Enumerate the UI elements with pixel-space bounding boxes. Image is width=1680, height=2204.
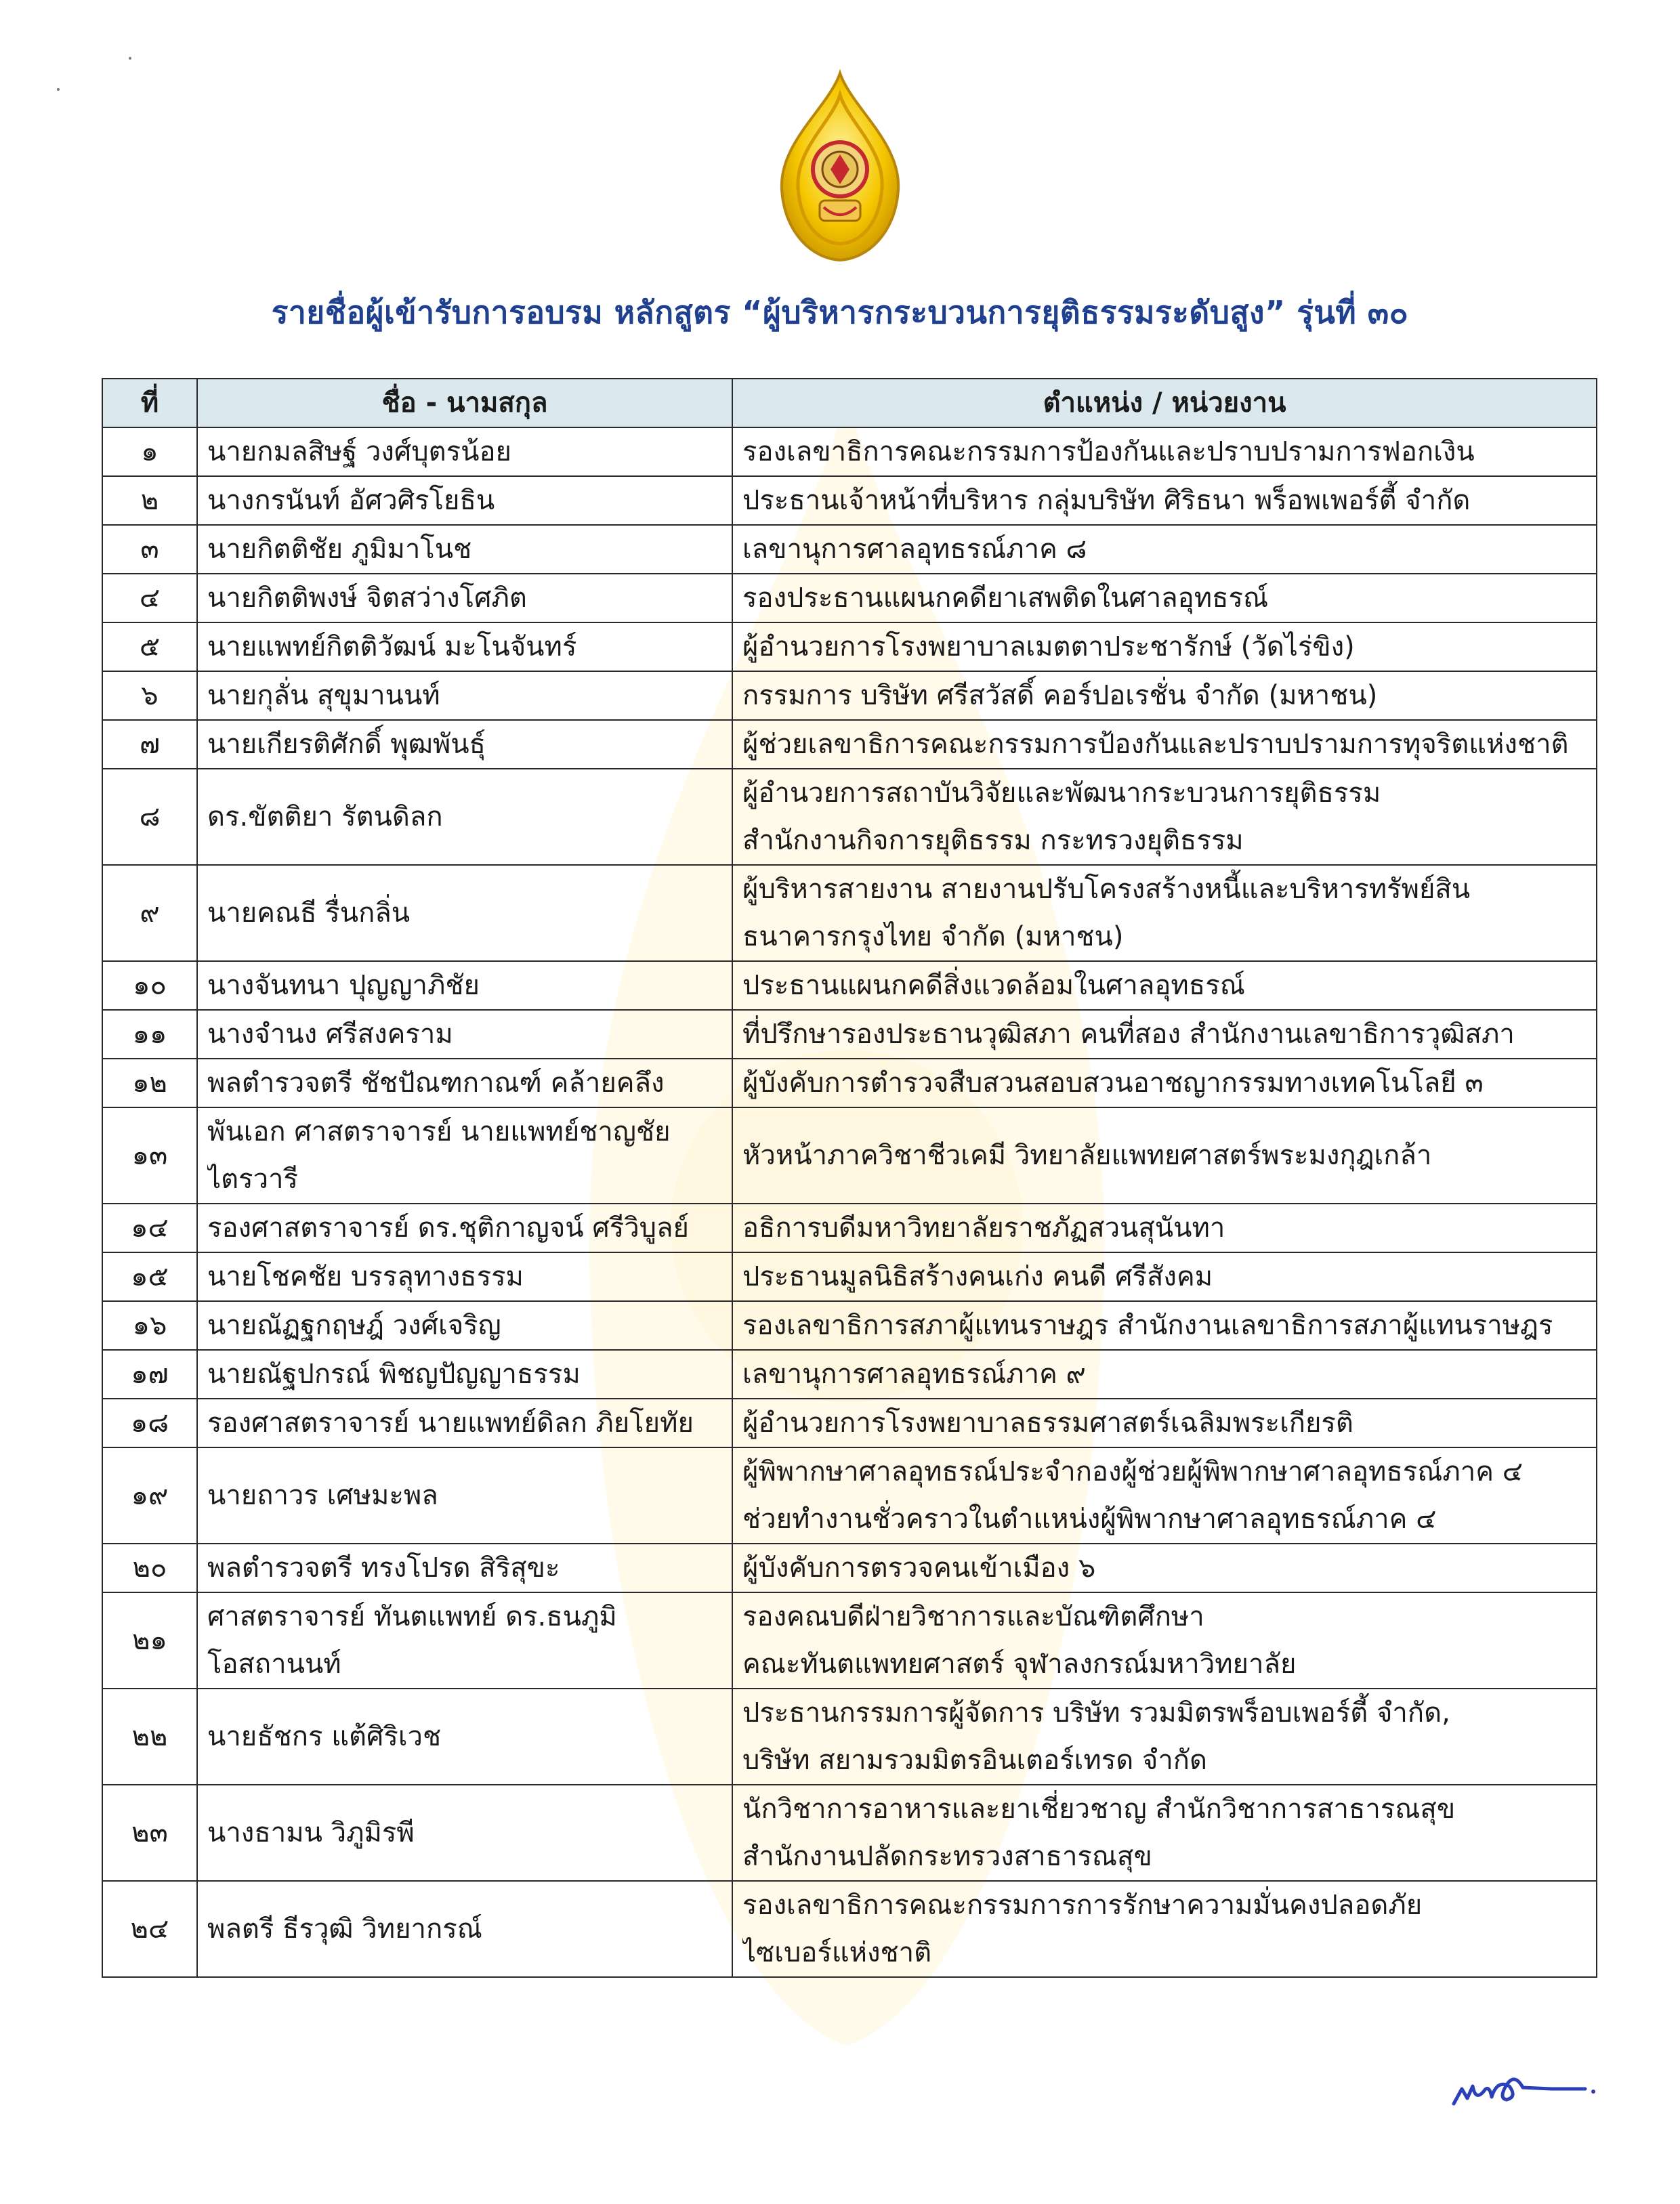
table-row [102,1252,1597,1301]
participant-position-line: กรรมการ บริษัท ศรีสวัสดิ์ คอร์ปอเรชั่น จำกัด (มหาชน) [742,680,1378,711]
participant-position-line: ผู้พิพากษาศาลอุทธรณ์ประจำกองผู้ช่วยผู้พิพากษาศาลอุทธรณ์ภาค ๔ [742,1456,1523,1487]
scan-speck [129,57,131,60]
row-number: ๒๒ [102,1689,197,1785]
row-number: ๑๗ [102,1350,197,1399]
participant-name [197,1010,732,1059]
table-row [102,1785,1597,1881]
table-row [102,1399,1597,1447]
row-number: ๘ [102,769,197,865]
participant-name [197,574,732,622]
participant-position-line: สำนักงานปลัดกระทรวงสาธารณสุข [742,1841,1152,1872]
participant-name-line: นายณัฐปกรณ์ พิชญปัญญาธรรม [207,1359,581,1390]
scan-speck [57,88,60,91]
participant-position [732,865,1597,961]
participant-name-line: ไตรวารี [207,1164,298,1195]
table-row [102,1107,1597,1204]
participant-name-line: นายถาวร เศษมะพล [207,1480,438,1511]
participant-position [732,1252,1597,1301]
row-number: ๗ [102,720,197,769]
participant-position [732,1107,1597,1204]
participant-name [197,1592,732,1689]
participant-position [732,476,1597,525]
participant-position-line: ช่วยทำงานชั่วคราวในตำแหน่งผู้พิพากษาศาลอุทธรณ์ภาค ๔ [742,1504,1437,1535]
participant-position [732,1785,1597,1881]
participant-position-line: ประธานกรรมการผู้จัดการ บริษัท รวมมิตรพร็อบเพอร์ตี้ จำกัด, [742,1697,1450,1729]
table-row [102,1204,1597,1252]
participant-position [732,1592,1597,1689]
participant-name [197,1399,732,1447]
participant-position-line: ไซเบอร์แห่งชาติ [742,1937,932,1968]
participant-name-line: นางธามน วิภูมิรพี [207,1817,415,1848]
participant-name-line: นายคณธี รื่นกลิ่น [207,897,411,929]
participant-position-line: บริษัท สยามรวมมิตรอินเตอร์เทรด จำกัด [742,1745,1207,1776]
table-row [102,1544,1597,1592]
participant-name-line: พลตำรวจตรี ทรงโปรด สิริสุขะ [207,1552,560,1584]
row-number: ๑๕ [102,1252,197,1301]
participant-position [732,769,1597,865]
participant-position-line: นักวิชาการอาหารและยาเชี่ยวชาญ สำนักวิชาการสาธารณสุข [742,1794,1456,1825]
table-row [102,1881,1597,1977]
participant-name [197,1447,732,1544]
participant-name-line: รองศาสตราจารย์ นายแพทย์ดิลก ภิยโยทัย [207,1407,694,1439]
row-number: ๑ [102,427,197,476]
participant-position [732,1544,1597,1592]
participant-position [732,1204,1597,1252]
participant-name-line: นายกิตติชัย ภูมิมาโนช [207,534,472,565]
participant-name-line: นายธัชกร แต้ศิริเวช [207,1721,442,1752]
table-row [102,1010,1597,1059]
row-number: ๑๓ [102,1107,197,1204]
participant-position [732,574,1597,622]
row-number: ๑๘ [102,1399,197,1447]
document-title: รายชื่อผู้เข้ารับการอบรม หลักสูตร “ผู้บริหารกระบวนการยุติธรรมระดับสูง” รุ่นที่ ๓๐ [271,294,1409,331]
row-number: ๕ [102,622,197,671]
row-number: ๑๖ [102,1301,197,1350]
column-header-position: ตำแหน่ง / หน่วยงาน [732,379,1597,427]
participant-position [732,1059,1597,1107]
participant-position-line: ผู้บริหารสายงาน สายงานปรับโครงสร้างหนี้และบริหารทรัพย์สิน [742,874,1471,905]
participant-table [102,378,1597,1978]
table-row [102,427,1597,476]
participant-name-line: ดร.ขัตติยา รัตนดิลก [207,801,443,832]
participant-name [197,961,732,1010]
participant-name-line: นายแพทย์กิตติวัฒน์ มะโนจันทร์ [207,631,577,662]
participant-position [732,525,1597,574]
participant-name-line: นายณัฏฐกฤษฎ์ วงศ์เจริญ [207,1310,501,1341]
participant-name-line: นายโชคชัย บรรลุทางธรรม [207,1261,524,1292]
participant-position [732,1399,1597,1447]
row-number: ๔ [102,574,197,622]
participant-position-line: ที่ปรึกษารองประธานวุฒิสภา คนที่สอง สำนักงานเลขาธิการวุฒิสภา [742,1019,1515,1050]
participant-name-line: รองศาสตราจารย์ ดร.ชุติกาญจน์ ศรีวิบูลย์ [207,1212,689,1244]
participant-position [732,1350,1597,1399]
table-row [102,1592,1597,1689]
table-row [102,1689,1597,1785]
participant-position-line: เลขานุการศาลอุทธรณ์ภาค ๙ [742,1359,1086,1390]
participant-name-line: นางกรนันท์ อัศวศิรโยธิน [207,485,495,516]
row-number: ๑๙ [102,1447,197,1544]
participant-name-line: นายกุลั่น สุขุมานนท์ [207,680,440,711]
table-row [102,622,1597,671]
participant-position-line: ผู้อำนวยการโรงพยาบาลธรรมศาสตร์เฉลิมพระเกียรติ [742,1407,1353,1439]
participant-name [197,1881,732,1977]
participant-position-line: ผู้อำนวยการสถาบันวิจัยและพัฒนากระบวนการยุติธรรม [742,778,1381,809]
table-row [102,525,1597,574]
participant-position [732,1689,1597,1785]
participant-name [197,1204,732,1252]
table-row [102,671,1597,720]
participant-position-line: รองเลขาธิการสภาผู้แทนราษฎร สำนักงานเลขาธิการสภาผู้แทนราษฎร [742,1310,1553,1341]
participant-position [732,622,1597,671]
participant-name [197,1350,732,1399]
participant-position [732,1881,1597,1977]
participant-position-line: ประธานมูลนิธิสร้างคนเก่ง คนดี ศรีสังคม [742,1261,1213,1292]
participant-name [197,1252,732,1301]
participant-position [732,671,1597,720]
participant-position [732,961,1597,1010]
table-row [102,1301,1597,1350]
table-body [102,427,1597,1977]
participant-name-line: นางจำนง ศรีสงคราม [207,1019,453,1050]
table-row [102,1059,1597,1107]
participant-position-line: เลขานุการศาลอุทธรณ์ภาค ๘ [742,534,1087,565]
participant-position-line: ผู้ช่วยเลขาธิการคณะกรรมการป้องกันและปราบปรามการทุจริตแห่งชาติ [742,729,1569,760]
participant-name [197,720,732,769]
participant-name [197,525,732,574]
table-row [102,961,1597,1010]
column-header-number: ที่ [102,379,197,427]
participant-position-line: คณะทันตแพทยศาสตร์ จุฬาลงกรณ์มหาวิทยาลัย [742,1649,1297,1680]
column-header-name: ชื่อ - นามสกุล [197,379,732,427]
table-row [102,574,1597,622]
row-number: ๒๓ [102,1785,197,1881]
participant-position-line: ผู้บังคับการตำรวจสืบสวนสอบสวนอาชญากรรมทางเทคโนโลยี ๓ [742,1067,1484,1099]
participant-position-line: สำนักงานกิจการยุติธรรม กระทรวงยุติธรรม [742,825,1244,856]
participant-name [197,671,732,720]
participant-position-line: รองประธานแผนกคดียาเสพติดในศาลอุทธรณ์ [742,582,1269,614]
participant-name [197,1689,732,1785]
participant-name-line: ศาสตราจารย์ ทันตแพทย์ ดร.ธนภูมิ [207,1601,617,1632]
table-row [102,865,1597,961]
participant-position [732,1447,1597,1544]
participant-name-line: พลตรี ธีรวุฒิ วิทยากรณ์ [207,1913,482,1945]
row-number: ๙ [102,865,197,961]
handwritten-signature [1450,2059,1599,2113]
table-row [102,1447,1597,1544]
participant-position [732,1010,1597,1059]
participant-position-line: รองคณบดีฝ่ายวิชาการและบัณฑิตศึกษา [742,1601,1204,1632]
participant-name [197,427,732,476]
row-number: ๒๔ [102,1881,197,1977]
participant-position-line: หัวหน้าภาควิชาชีวเคมี วิทยาลัยแพทยศาสตร์พระมงกุฎเกล้า [742,1140,1432,1171]
participant-position-line: ผู้อำนวยการโรงพยาบาลเมตตาประชารักษ์ (วัดไร่ขิง) [742,631,1355,662]
row-number: ๑๒ [102,1059,197,1107]
table-header-row [102,379,1597,427]
row-number: ๒ [102,476,197,525]
participant-name-line: นายเกียรติศักดิ์ พุฒพันธุ์ [207,729,486,760]
row-number: ๑๐ [102,961,197,1010]
row-number: ๑๔ [102,1204,197,1252]
participant-name [197,769,732,865]
table-row [102,720,1597,769]
participant-position [732,720,1597,769]
table-row [102,476,1597,525]
row-number: ๓ [102,525,197,574]
participant-position-line: ผู้บังคับการตรวจคนเข้าเมือง ๖ [742,1552,1096,1584]
participant-position [732,427,1597,476]
participant-name [197,1059,732,1107]
participant-name [197,1107,732,1204]
participant-name-line: พันเอก ศาสตราจารย์ นายแพทย์ชาญชัย [207,1116,671,1147]
participant-name-line: พลตำรวจตรี ชัชปัณฑกาณฑ์ คล้ายคลึง [207,1067,665,1099]
participant-name [197,1785,732,1881]
row-number: ๖ [102,671,197,720]
participant-name [197,476,732,525]
participant-name-line: โอสถานนท์ [207,1649,341,1680]
row-number: ๒๑ [102,1592,197,1689]
participant-position-line: รองเลขาธิการคณะกรรมการป้องกันและปราบปรามการฟอกเงิน [742,436,1475,467]
participant-position-line: ธนาคารกรุงไทย จำกัด (มหาชน) [742,921,1124,952]
participant-name-line: นางจันทนา ปุญญาภิชัย [207,970,480,1001]
ministry-emblem-icon [765,68,915,264]
participant-position [732,1301,1597,1350]
participant-name-line: นายกิตติพงษ์ จิตสว่างโศภิต [207,582,527,614]
table-row [102,1350,1597,1399]
table-row [102,769,1597,865]
participant-name [197,1301,732,1350]
participant-position-line: ประธานเจ้าหน้าที่บริหาร กลุ่มบริษัท ศิริธนา พร็อพเพอร์ตี้ จำกัด [742,485,1471,516]
row-number: ๒๐ [102,1544,197,1592]
participant-position-line: อธิการบดีมหาวิทยาลัยราชภัฏสวนสุนันทา [742,1212,1225,1244]
participant-position-line: รองเลขาธิการคณะกรรมการการรักษาความมั่นคงปลอดภัย [742,1890,1423,1921]
participant-name [197,1544,732,1592]
participant-name [197,622,732,671]
participant-name [197,865,732,961]
participant-position-line: ประธานแผนกคดีสิ่งแวดล้อมในศาลอุทธรณ์ [742,970,1245,1001]
row-number: ๑๑ [102,1010,197,1059]
participant-name-line: นายกมลสิษฐ์ วงศ์บุตรน้อย [207,436,511,467]
